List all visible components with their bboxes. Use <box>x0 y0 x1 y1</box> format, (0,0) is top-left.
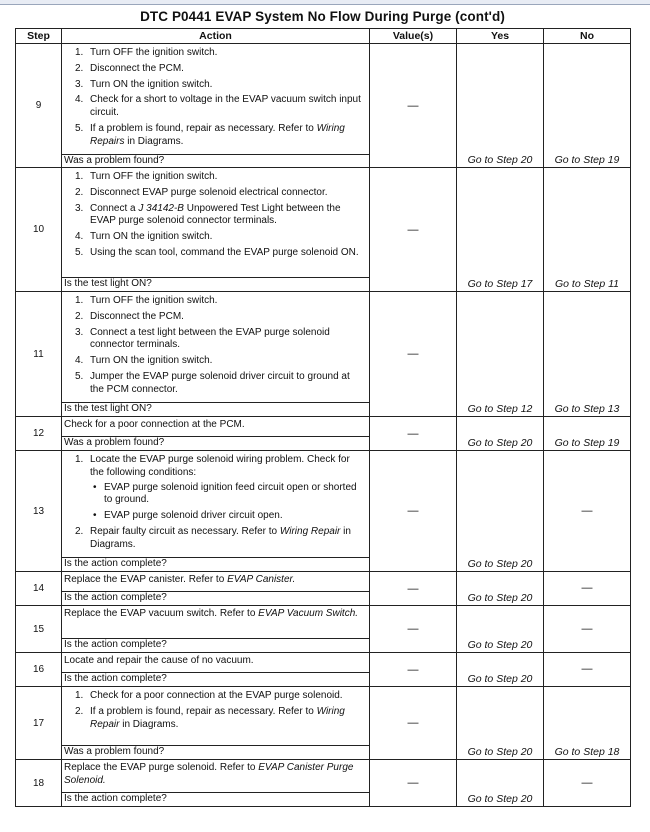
reference-link-text: EVAP Vacuum Switch. <box>258 608 359 619</box>
yes-cell: Go to Step 17 <box>457 168 544 292</box>
yes-cell: Go to Step 20 <box>457 606 544 653</box>
value-cell: — <box>370 760 457 807</box>
reference-link-text: EVAP Canister Purge Solenoid. <box>64 762 354 786</box>
yes-cell: Go to Step 20 <box>457 417 544 451</box>
yes-cell: Go to Step 20 <box>457 687 544 760</box>
action-text: Turn ON the ignition switch. <box>90 355 213 367</box>
header-row <box>16 29 631 44</box>
value-cell: — <box>370 451 457 572</box>
instruction-number: 1. <box>75 295 84 306</box>
condition-text: EVAP purge solenoid ignition feed circuit open or shorted to ground. <box>104 481 357 506</box>
action-cell <box>62 687 370 760</box>
action-content <box>62 760 369 806</box>
table-row <box>16 168 631 292</box>
action-text: Disconnect EVAP purge solenoid electrical connector. <box>90 186 328 198</box>
action-text: Connect a <box>90 202 139 214</box>
question-text: Is the action complete? <box>62 638 369 652</box>
yes-cell: Go to Step 12 <box>457 292 544 417</box>
action-cell <box>62 292 370 417</box>
step-number: 12 <box>16 417 62 451</box>
action-content <box>62 687 369 759</box>
action-text: Replace the EVAP purge solenoid. Refer to <box>64 762 259 773</box>
no-cell: — <box>544 572 631 606</box>
action-content <box>62 451 369 571</box>
action-text-block <box>62 572 369 589</box>
instruction-number: 4. <box>75 355 84 367</box>
instruction-item <box>62 203 369 229</box>
instruction-number: 2. <box>75 525 84 537</box>
instruction-item <box>62 355 369 368</box>
action-cell <box>62 760 370 807</box>
action-text: in Diagrams. <box>119 718 179 730</box>
question-text: Is the test light ON? <box>62 402 369 416</box>
no-cell: Go to Step 11 <box>544 168 631 292</box>
action-text: Replace the EVAP vacuum switch. Refer to <box>64 608 259 619</box>
header-values: Value(s) <box>370 29 457 44</box>
action-instructions <box>62 687 369 736</box>
value-cell: — <box>370 653 457 687</box>
question-text: Is the test light ON? <box>62 277 369 291</box>
instruction-number: 2. <box>75 705 84 717</box>
instruction-item <box>62 327 369 353</box>
step-number: 10 <box>16 168 62 292</box>
action-text: Locate the EVAP purge solenoid wiring problem. Check for the following conditions: <box>90 454 350 478</box>
action-text: Using the scan tool, command the EVAP purge solenoid ON. <box>90 246 359 258</box>
question-text: Is the action complete? <box>62 557 369 571</box>
reference-link-text: EVAP Canister. <box>227 574 296 585</box>
question-text: Is the action complete? <box>62 591 369 605</box>
action-instructions <box>62 760 369 790</box>
instruction-item <box>62 231 369 244</box>
action-instructions <box>62 417 369 434</box>
action-instructions <box>62 168 369 265</box>
action-cell <box>62 572 370 606</box>
action-instructions <box>62 44 369 154</box>
table-row <box>16 572 631 606</box>
action-text-block <box>62 417 369 434</box>
instruction-number: 1. <box>75 47 84 58</box>
page-title: DTC P0441 EVAP System No Flow During Purge (cont'd) <box>140 9 505 24</box>
instruction-number: 2. <box>75 62 84 74</box>
header-yes: Yes <box>457 29 544 44</box>
question-text: Was a problem found? <box>62 745 369 759</box>
step-number: 15 <box>16 606 62 653</box>
condition-item <box>90 482 363 508</box>
table-row <box>16 44 631 168</box>
step-number: 13 <box>16 451 62 572</box>
yes-cell: Go to Step 20 <box>457 653 544 687</box>
action-cell <box>62 451 370 572</box>
instruction-number: 1. <box>75 690 84 701</box>
condition-list <box>90 482 363 523</box>
table-row <box>16 760 631 807</box>
action-text: If a problem is found, repair as necessary. Refer to <box>90 705 317 717</box>
reference-link-text: Wiring Repair <box>279 525 341 537</box>
action-text: Check for a poor connection at the EVAP purge solenoid. <box>90 690 343 701</box>
instruction-list <box>62 168 369 265</box>
action-cell <box>62 417 370 451</box>
action-text: Replace the EVAP canister. Refer to <box>64 574 228 585</box>
instruction-item <box>62 94 369 120</box>
action-content <box>62 653 369 686</box>
action-text: Unpowered Test Light between the EVAP purge solenoid connector terminals. <box>90 202 341 227</box>
action-instructions <box>62 653 369 670</box>
step-number: 14 <box>16 572 62 606</box>
action-text: Turn OFF the ignition switch. <box>90 171 218 182</box>
action-content <box>62 572 369 605</box>
action-text: Connect a test light between the EVAP purge solenoid connector terminals. <box>90 326 330 351</box>
value-cell: — <box>370 606 457 653</box>
yes-cell: Go to Step 20 <box>457 572 544 606</box>
no-cell: — <box>544 653 631 687</box>
value-cell: — <box>370 417 457 451</box>
no-cell: Go to Step 18 <box>544 687 631 760</box>
action-cell <box>62 653 370 687</box>
instruction-number: 2. <box>75 186 84 198</box>
value-cell: — <box>370 168 457 292</box>
table-row <box>16 451 631 572</box>
no-cell: — <box>544 606 631 653</box>
action-text-block <box>62 653 369 670</box>
action-content <box>62 168 369 291</box>
step-number: 18 <box>16 760 62 807</box>
reference-link-text: J 34142-B <box>138 202 184 214</box>
yes-cell: Go to Step 20 <box>457 44 544 168</box>
action-cell <box>62 44 370 168</box>
instruction-number: 3. <box>75 326 84 338</box>
condition-text: EVAP purge solenoid driver circuit open. <box>104 510 283 522</box>
header-no: No <box>544 29 631 44</box>
step-number: 16 <box>16 653 62 687</box>
header-step: Step <box>16 29 62 44</box>
instruction-list <box>62 292 369 402</box>
instruction-number: 4. <box>75 94 84 106</box>
bullet: • <box>93 510 97 522</box>
action-text: Locate and repair the cause of no vacuum. <box>64 655 254 666</box>
table-row <box>16 292 631 417</box>
instruction-number: 1. <box>75 171 84 182</box>
value-cell: — <box>370 292 457 417</box>
action-instructions <box>62 292 369 402</box>
action-text: in Diagrams. <box>90 525 351 550</box>
instruction-list <box>62 451 369 557</box>
instruction-item <box>62 79 369 92</box>
action-text: Check for a poor connection at the PCM. <box>64 419 245 430</box>
instruction-item <box>62 187 369 200</box>
value-cell: — <box>370 44 457 168</box>
action-cell <box>62 606 370 653</box>
action-content <box>62 44 369 167</box>
yes-cell: Go to Step 20 <box>457 760 544 807</box>
instruction-list <box>62 44 369 154</box>
table-row <box>16 606 631 653</box>
instruction-number: 4. <box>75 231 84 243</box>
action-text: Jumper the EVAP purge solenoid driver circuit to ground at the PCM connector. <box>90 370 350 395</box>
action-text: Turn OFF the ignition switch. <box>90 295 218 306</box>
action-text: Turn ON the ignition switch. <box>90 78 213 90</box>
instruction-item <box>62 295 369 308</box>
question-text: Is the action complete? <box>62 792 369 806</box>
action-text-block <box>62 760 369 790</box>
instruction-item <box>62 123 369 149</box>
no-cell: Go to Step 19 <box>544 417 631 451</box>
value-cell: — <box>370 687 457 760</box>
instruction-number: 1. <box>75 454 84 465</box>
action-text: Turn OFF the ignition switch. <box>90 47 218 58</box>
condition-item <box>90 510 363 523</box>
step-number: 17 <box>16 687 62 760</box>
table-row <box>16 417 631 451</box>
instruction-item <box>62 690 369 703</box>
question-text: Was a problem found? <box>62 436 369 450</box>
instruction-item <box>62 311 369 324</box>
action-text-block <box>62 606 369 623</box>
diagnostic-table <box>15 28 631 807</box>
instruction-number: 3. <box>75 202 84 214</box>
question-text: Was a problem found? <box>62 154 369 168</box>
action-instructions <box>62 572 369 589</box>
instruction-number: 2. <box>75 310 84 322</box>
action-content <box>62 417 369 450</box>
instruction-item <box>62 171 369 184</box>
no-cell: Go to Step 19 <box>544 44 631 168</box>
action-text: Disconnect the PCM. <box>90 310 184 322</box>
no-cell: — <box>544 760 631 807</box>
action-text: Turn ON the ignition switch. <box>90 231 213 243</box>
action-cell <box>62 168 370 292</box>
yes-cell: Go to Step 20 <box>457 451 544 572</box>
instruction-item <box>62 63 369 76</box>
instruction-number: 5. <box>75 370 84 382</box>
instruction-item <box>62 706 369 732</box>
step-number: 11 <box>16 292 62 417</box>
instruction-item <box>62 526 369 552</box>
value-cell: — <box>370 572 457 606</box>
header-action: Action <box>62 29 370 44</box>
instruction-number: 5. <box>75 122 84 134</box>
action-text: in Diagrams. <box>124 135 184 147</box>
step-number: 9 <box>16 44 62 168</box>
bullet: • <box>93 481 97 493</box>
action-content <box>62 292 369 416</box>
instruction-list <box>62 687 369 736</box>
question-text: Is the action complete? <box>62 672 369 686</box>
instruction-number: 3. <box>75 78 84 90</box>
action-text: Repair faulty circuit as necessary. Refer to <box>90 525 280 537</box>
action-text: Disconnect the PCM. <box>90 62 184 74</box>
instruction-item <box>62 47 369 60</box>
instruction-number: 5. <box>75 246 84 258</box>
reference-link-text: Wiring Repair <box>90 705 345 730</box>
instruction-item <box>62 371 369 397</box>
table-row <box>16 687 631 760</box>
instruction-item <box>62 247 369 260</box>
no-cell: — <box>544 451 631 572</box>
window-top-bar <box>0 0 650 5</box>
action-content <box>62 606 369 652</box>
action-text: Check for a short to voltage in the EVAP vacuum switch input circuit. <box>90 94 361 119</box>
table-row <box>16 653 631 687</box>
instruction-item <box>62 454 369 523</box>
no-cell: Go to Step 13 <box>544 292 631 417</box>
action-text: If a problem is found, repair as necessary. Refer to <box>90 122 317 134</box>
action-instructions <box>62 606 369 623</box>
reference-link-text: Wiring Repairs <box>90 122 345 147</box>
action-instructions <box>62 451 369 557</box>
